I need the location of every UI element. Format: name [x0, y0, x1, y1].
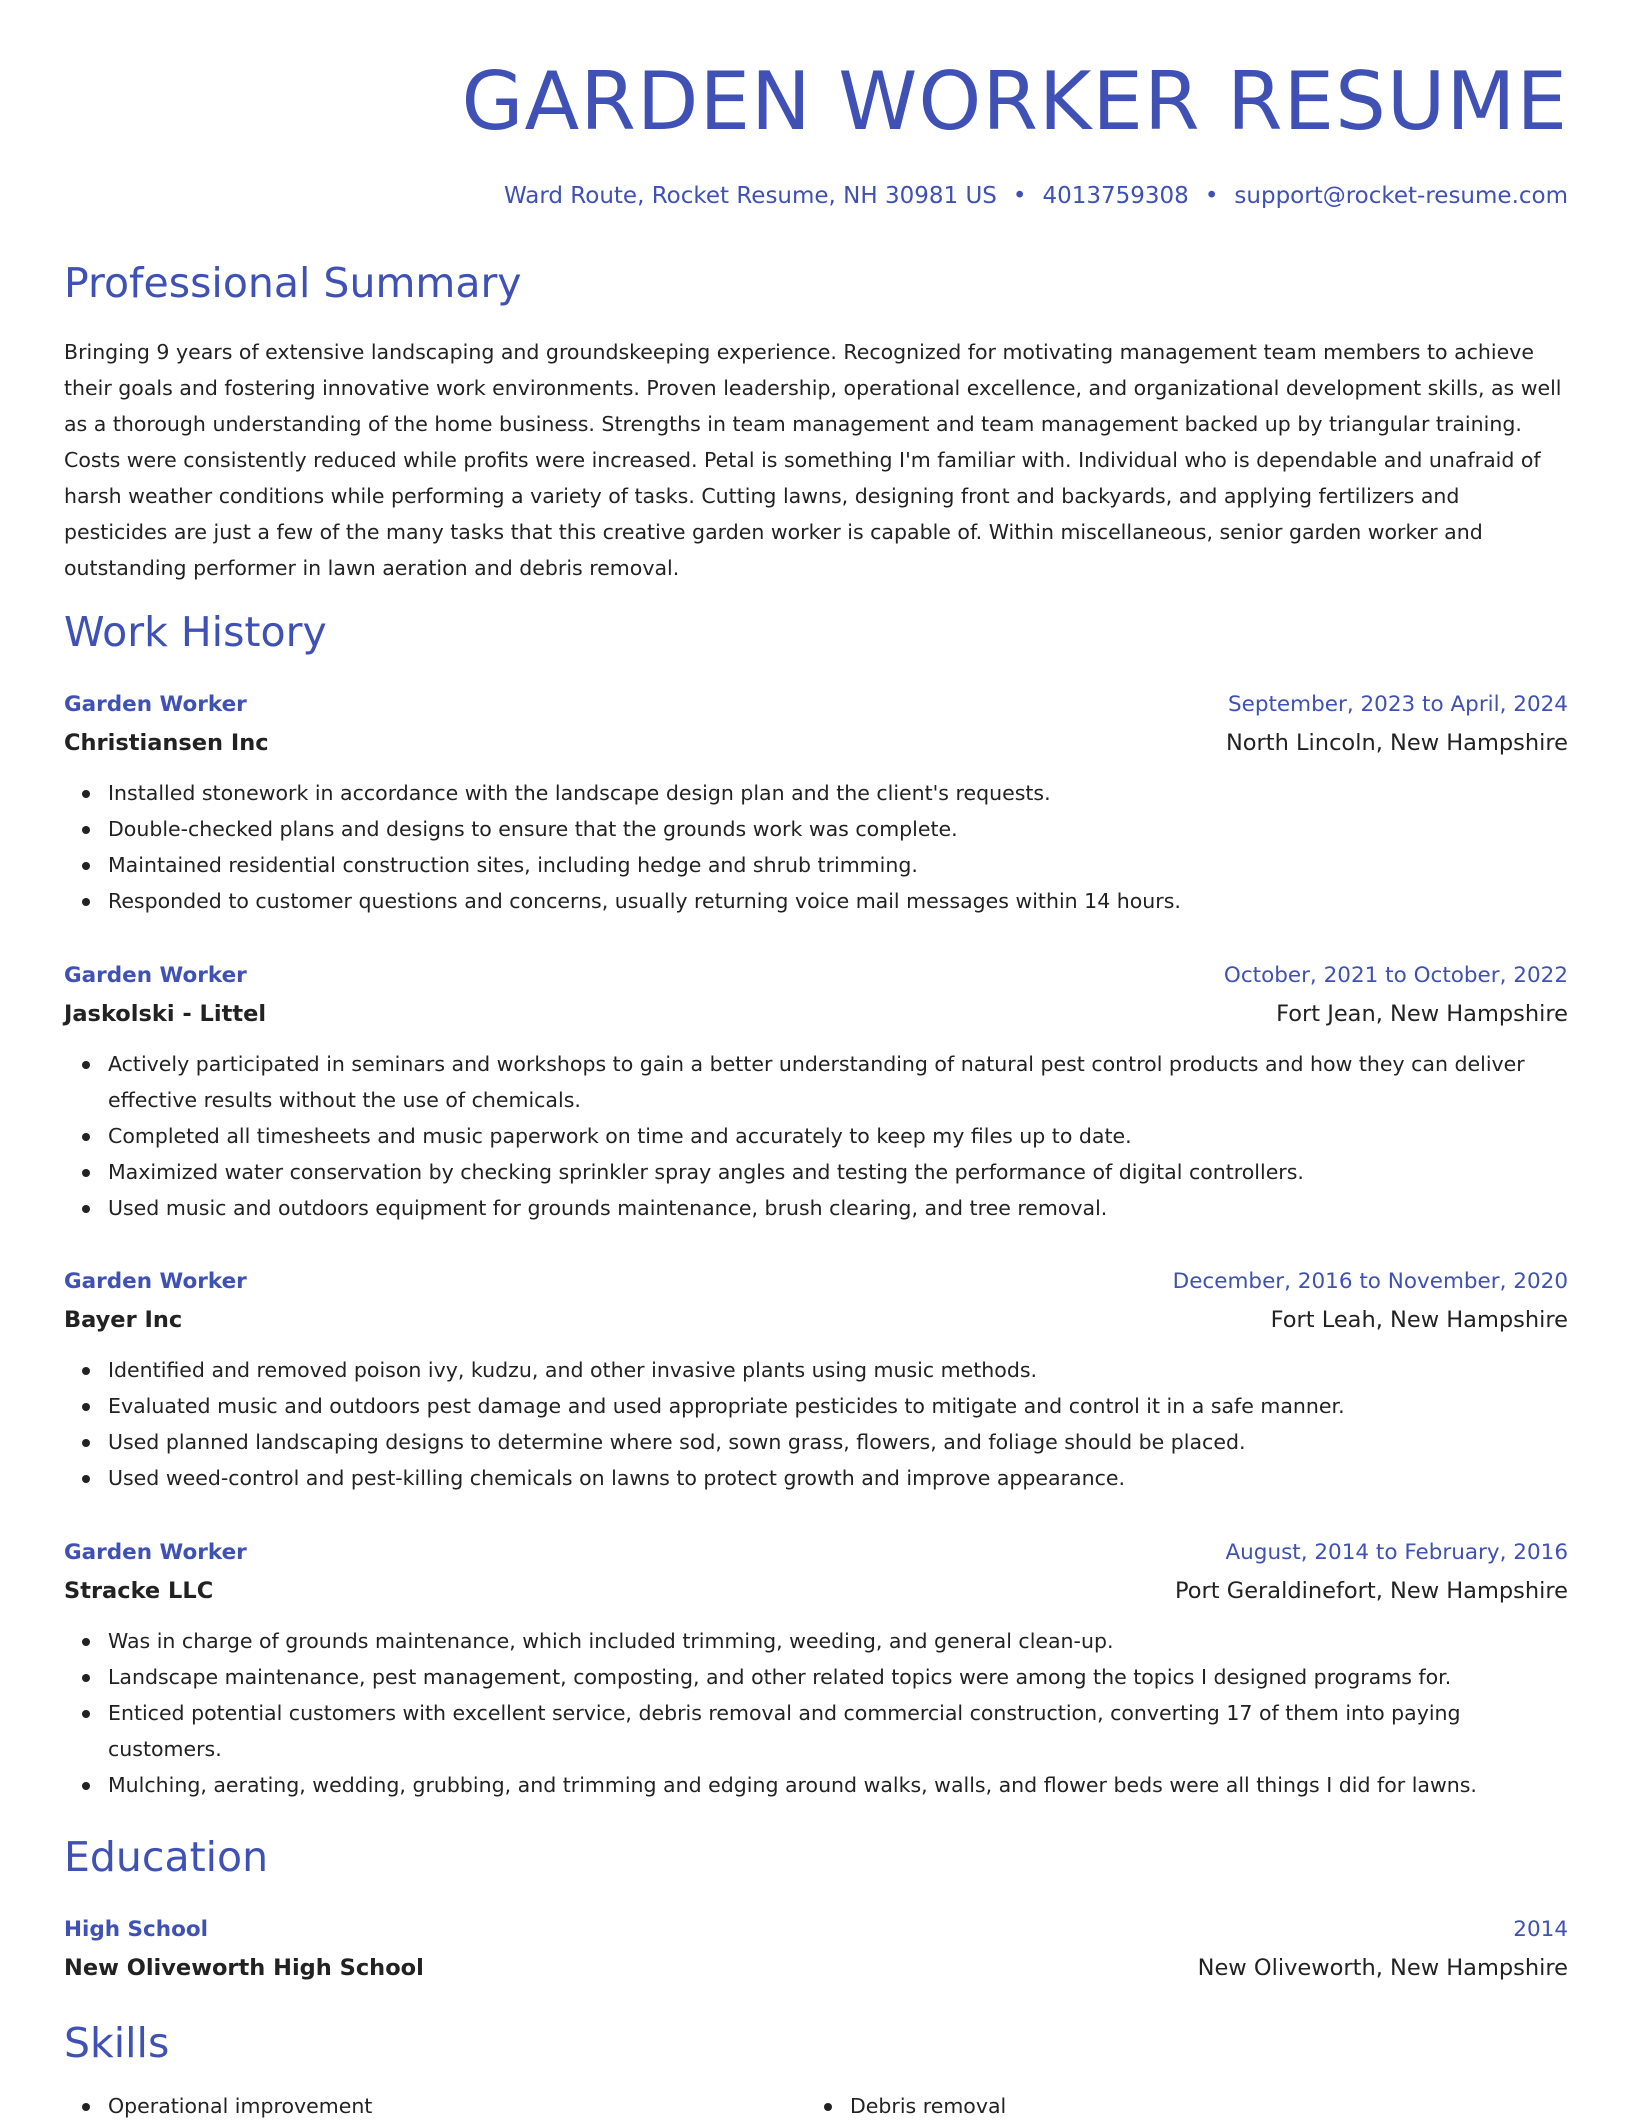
resume-title: GARDEN WORKER RESUME [461, 55, 1568, 148]
summary-text: Bringing 9 years of extensive landscaping and groundskeeping experience. Recognized for motivating management team members to achieve their goals and fostering innovative work environments. Proven leadership, operational excellence, and organizational development skills, as well as a thorough understanding of the home business. Strengths in team management and team management backed up by triangular training. Costs were consistently reduced while profits were increased. Petal is something I'm familiar with. Individual who is dependable and unafraid of harsh weather conditions while performing a variety of tasks. Cutting lawns, designing front and backyards, and applying fertilizers and pesticides are just a few of the many tasks that this creative garden worker is capable of. Within miscellaneous, senior garden worker and outstanding performer in lawn aeration and debris removal. [64, 340, 1562, 580]
bullet-item: Was in charge of grounds maintenance, which included trimming, weeding, and general clean-up. [108, 1623, 1568, 1659]
bullet-item: Double-checked plans and designs to ensure that the grounds work was complete. [108, 811, 1568, 847]
education-year: 2014 [1513, 1917, 1568, 1942]
contact-line [504, 178, 1568, 214]
skills-column-right [806, 2088, 1006, 2124]
bullet-item: Used music and outdoors equipment for grounds maintenance, brush clearing, and tree removal. [108, 1190, 1568, 1226]
education-entry [64, 1910, 1568, 1988]
skill-item: Debris removal [850, 2088, 1006, 2124]
education-degree: High School [64, 1917, 208, 1942]
contact-email[interactable]: support@rocket-resume.com [1234, 183, 1568, 209]
bullet-item: Maximized water conservation by checking sprinkler spray angles and testing the performance of digital controllers. [108, 1154, 1568, 1190]
job-company: Bayer Inc [64, 1307, 183, 1333]
contact-separator: • [1204, 183, 1219, 209]
bullet-item: Responded to customer questions and concerns, usually returning voice mail messages within 14 hours. [108, 883, 1568, 919]
summary-heading: Professional Summary [64, 259, 522, 307]
skill-item: Operational improvement [108, 2088, 372, 2124]
job-entry [64, 956, 1568, 1226]
bullet-item: Completed all timesheets and music paperwork on time and accurately to keep my files up to date. [108, 1118, 1568, 1154]
job-location: Port Geraldinefort, New Hampshire [1175, 1578, 1568, 1604]
contact-address: Ward Route, Rocket Resume, NH 30981 US [503, 183, 997, 209]
bullet-item: Used planned landscaping designs to determine where sod, sown grass, flowers, and foliage should be placed. [108, 1424, 1568, 1460]
job-bullets [64, 1623, 1568, 1803]
bullet-item: Landscape maintenance, pest management, composting, and other related topics were among the topics I designed programs for. [108, 1659, 1568, 1695]
education-heading: Education [64, 1833, 269, 1881]
contact-phone[interactable]: 4013759308 [1042, 183, 1189, 209]
job-entry [64, 1533, 1568, 1803]
bullet-item: Evaluated music and outdoors pest damage and used appropriate pesticides to mitigate and control it in a safe manner. [108, 1388, 1568, 1424]
job-role: Garden Worker [64, 1269, 247, 1294]
job-role: Garden Worker [64, 963, 247, 988]
job-entry [64, 1262, 1568, 1496]
bullet-item: Enticed potential customers with excellent service, debris removal and commercial construction, converting 17 of them into paying customers. [108, 1695, 1568, 1767]
job-bullets [64, 775, 1568, 919]
job-company: Stracke LLC [64, 1578, 214, 1604]
job-location: North Lincoln, New Hampshire [1225, 730, 1568, 756]
job-dates: October, 2021 to October, 2022 [1223, 963, 1568, 988]
job-entry [64, 685, 1568, 919]
contact-separator: • [1012, 183, 1027, 209]
job-dates: December, 2016 to November, 2020 [1172, 1269, 1568, 1294]
bullet-item: Maintained residential construction sites, including hedge and shrub trimming. [108, 847, 1568, 883]
skills-heading: Skills [64, 2019, 170, 2067]
bullet-item: Mulching, aerating, wedding, grubbing, and trimming and edging around walks, walls, and flower beds were all things I did for lawns. [108, 1767, 1568, 1803]
work-history-heading: Work History [64, 608, 327, 656]
education-school: New Oliveworth High School [64, 1955, 424, 1981]
skills-column-left [64, 2088, 372, 2124]
job-location: Fort Leah, New Hampshire [1270, 1307, 1568, 1333]
education-location: New Oliveworth, New Hampshire [1197, 1955, 1568, 1981]
bullet-item: Installed stonework in accordance with the landscape design plan and the client's requests. [108, 775, 1568, 811]
job-role: Garden Worker [64, 1540, 247, 1565]
job-location: Fort Jean, New Hampshire [1276, 1001, 1568, 1027]
bullet-item: Used weed-control and pest-killing chemicals on lawns to protect growth and improve appearance. [108, 1460, 1568, 1496]
job-dates: September, 2023 to April, 2024 [1227, 692, 1568, 717]
job-dates: August, 2014 to February, 2016 [1225, 1540, 1568, 1565]
job-company: Christiansen Inc [64, 730, 269, 756]
job-role: Garden Worker [64, 692, 247, 717]
job-company: Jaskolski - Littel [64, 1001, 267, 1027]
job-bullets [64, 1046, 1568, 1226]
job-bullets [64, 1352, 1568, 1496]
bullet-item: Actively participated in seminars and workshops to gain a better understanding of natural pest control products and how they can deliver effective results without the use of chemicals. [108, 1046, 1568, 1118]
bullet-item: Identified and removed poison ivy, kudzu, and other invasive plants using music methods. [108, 1352, 1568, 1388]
